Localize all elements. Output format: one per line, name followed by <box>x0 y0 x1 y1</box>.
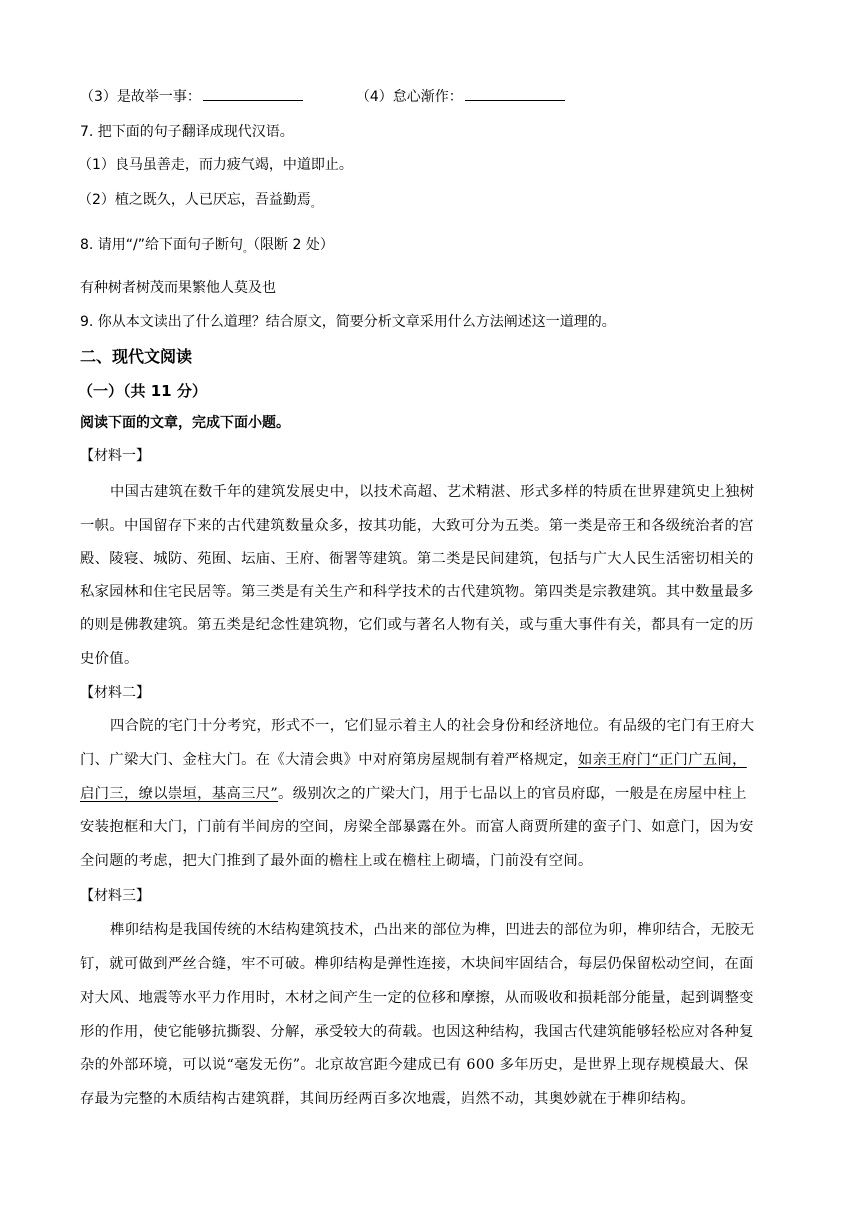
material-1-line: 史价值。 <box>80 651 139 667</box>
q7-sentence-1: （1）良马虽善走，而力疲气竭，中道即止。 <box>78 157 353 173</box>
q8-stem-limit: （限断 2 处） <box>253 237 334 253</box>
material-1-line: 一帜。中国留存下来的古代建筑数量众多，按其功能，大致可分为五类。第一类是帝王和各级统治者的宫 <box>80 518 754 534</box>
material-2-line <box>80 750 747 770</box>
material-3-line: 对大风、地震等水平力作用时，木材之间产生一定的位移和摩擦，从而吸收和损耗部分能量，起到调整变 <box>80 990 754 1006</box>
q6-item4-blank[interactable] <box>465 86 565 101</box>
q7-sentence-2-period: 。 <box>310 199 321 210</box>
material-2-line: 全问题的考虑，把大门推到了最外面的檐柱上或在檐柱上砌墙，门前没有空间。 <box>80 853 593 869</box>
material-1-line: 殿、陵寝、城防、苑囿、坛庙、王府、衙署等建筑。第二类是民间建筑，包括与广大人民生活密切相关的 <box>80 551 754 567</box>
material-2-underlined-quote: 如亲王府门“正门广五间， <box>578 752 747 768</box>
material-3-line: 形的作用，使它能够抗撕裂、分解，承受较大的荷载。也因这种结构，我国古代建筑能够轻松应对各种复 <box>80 1024 754 1040</box>
material-3-line: 杂的外部环境，可以说“毫发无伤”。北京故宫距今建成已有 600 多年历史，是世界上现存规模最大、保 <box>80 1057 749 1073</box>
material-2-label: 【材料二】 <box>80 685 150 701</box>
material-1-line: 中国古建筑在数千年的建筑发展史中，以技术高超、艺术精湛、形式多样的特质在世界建筑史上独树 <box>110 484 755 500</box>
q8-stem <box>80 235 334 260</box>
material-2-text: 。级别次之的广梁大门，用于七品以上的官员府邸，一般是在房屋中柱上 <box>278 786 747 802</box>
material-1-line: 的则是佛教建筑。第五类是纪念性建筑物，它们或与著名人物有关，或与重大事件有关，都具有一定的历 <box>80 617 754 633</box>
q9-stem: 9. 你从本文读出了什么道理？结合原文，简要分析文章采用什么方法阐述这一道理的。 <box>80 314 616 330</box>
material-2-text: 门、广梁大门、金柱大门。在《大清会典》中对府第房屋规制有着严格规定， <box>80 752 578 768</box>
material-1-line: 私家园林和住宅民居等。第三类是有关生产和科学技术的古代建筑物。第四类是宗教建筑。其中数量最多 <box>80 584 754 600</box>
q6-item4-label: （4）怠心渐作： <box>355 89 463 105</box>
q6-item3-label: （3）是故举一事： <box>80 89 201 105</box>
material-3-line: 榫卯结构是我国传统的木结构建筑技术，凸出来的部位为榫，凹进去的部位为卯，榫卯结合，无胶无 <box>110 922 755 938</box>
q8-sentence: 有种树者树茂而果繁他人莫及也 <box>80 280 276 296</box>
q8-stem-text: 8. 请用“/”给下面句子断句 <box>80 237 244 253</box>
q7-sentence-2 <box>78 190 321 215</box>
material-3-line: 钉，就可做到严丝合缝，牢不可破。榫卯结构是弹性连接，木块间牢固结合，每层仍保留松动空间，在面 <box>80 956 754 972</box>
reading-instruction: 阅读下面的文章，完成下面小题。 <box>80 415 290 431</box>
material-2-line: 四合院的宅门十分考究，形式不一，它们显示着主人的社会身份和经济地位。有品级的宅门有王府大 <box>110 718 755 734</box>
q6-row <box>80 86 565 107</box>
material-3-line: 存最为完整的木质结构古建筑群，其间历经两百多次地震，岿然不动，其奥妙就在于榫卯结构。 <box>80 1091 696 1107</box>
q7-stem: 7. 把下面的句子翻译成现代汉语。 <box>80 124 294 140</box>
q8-stem-period: 。 <box>243 244 254 255</box>
material-1-label: 【材料一】 <box>80 448 150 464</box>
material-2-line: 安装抱框和大门，门前有半间房的空间，房梁全部暴露在外。而富人商贾所建的蛮子门、如意门，因为安 <box>80 819 754 835</box>
material-3-label: 【材料三】 <box>80 888 150 904</box>
section-subtitle: （一）（共 11 分） <box>78 382 207 400</box>
q6-item3-blank[interactable] <box>203 86 303 101</box>
q7-sentence-2-text: （2）植之既久，人已厌忘，吾益勤焉 <box>78 192 311 208</box>
material-2-underlined-quote: 启门三，缭以崇垣，基高三尺” <box>80 786 279 802</box>
section-title: 二、现代文阅读 <box>80 347 193 366</box>
material-2-line <box>80 784 747 804</box>
